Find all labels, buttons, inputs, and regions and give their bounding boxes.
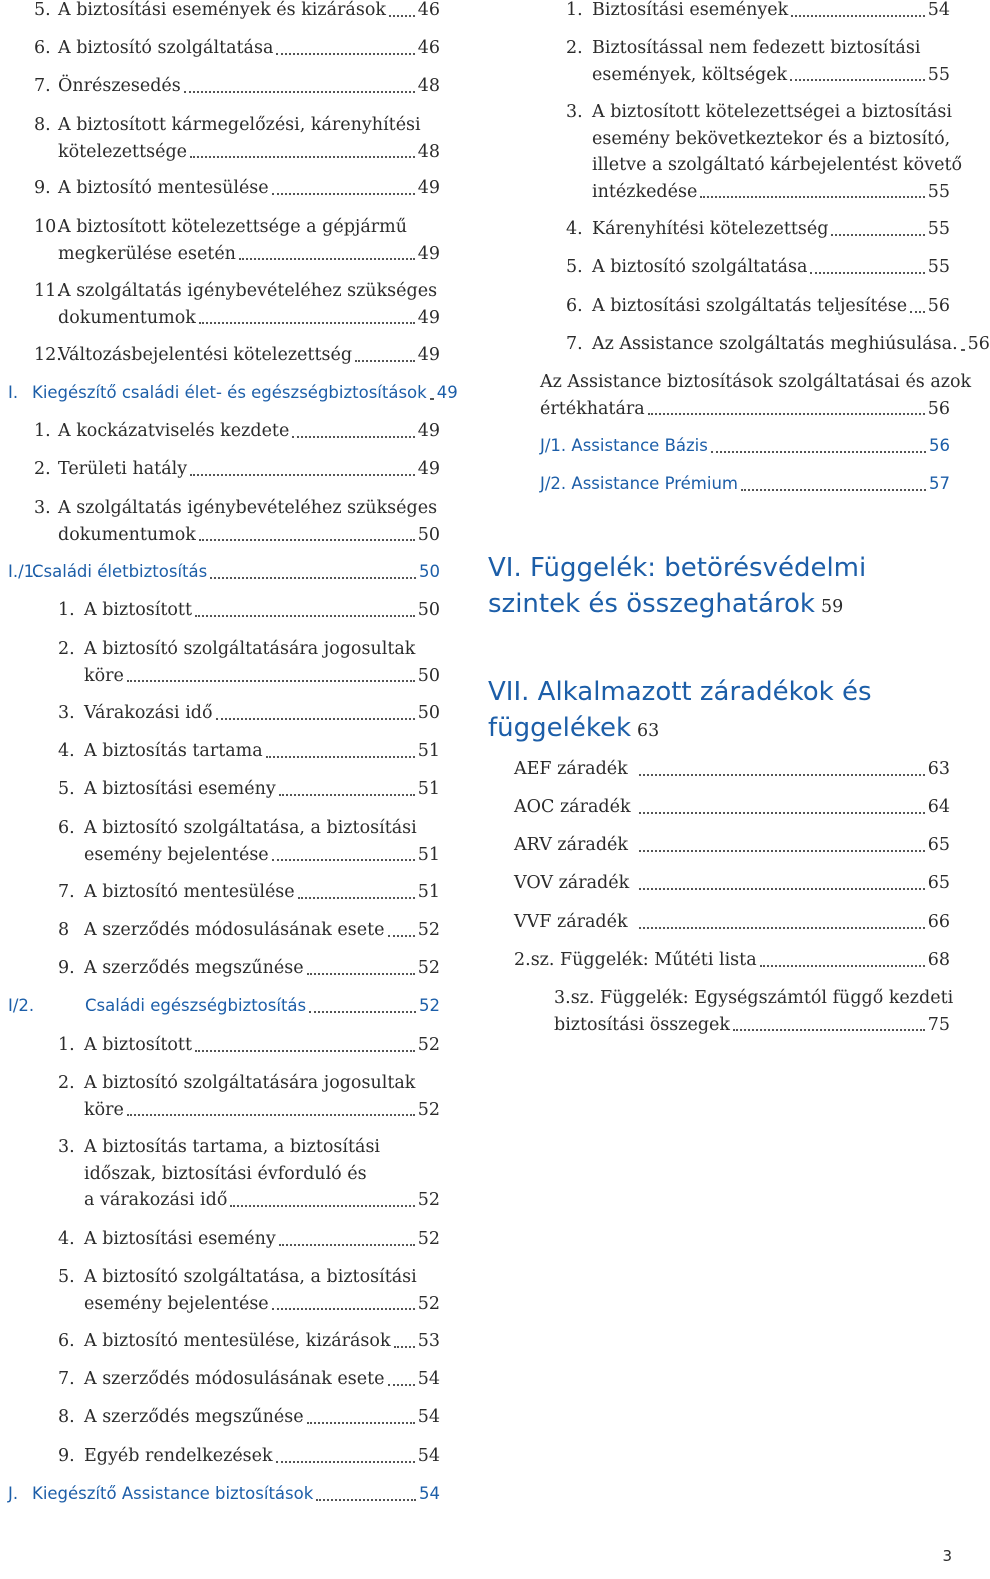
toc-entry-number: 2. (58, 1073, 75, 1093)
toc-page-number: 59 (820, 597, 844, 617)
toc-entry[interactable] (488, 369, 972, 422)
toc-entry[interactable] (0, 636, 440, 689)
toc-page-number: 56 (927, 398, 950, 419)
toc-entry-number: I. (8, 383, 19, 402)
toc-entry[interactable] (488, 550, 950, 625)
toc-entry-number: 6. (566, 296, 583, 316)
toc-entry[interactable] (488, 433, 950, 460)
toc-page-number: 51 (417, 844, 440, 865)
toc-entry-number: 1. (58, 600, 75, 620)
toc-entry-title: A biztosítási esemény (84, 1229, 276, 1249)
toc-page-number: 54 (417, 1407, 440, 1427)
toc-page-number: 50 (417, 665, 440, 686)
toc-page-number: 48 (417, 76, 440, 96)
dot-leader (389, 15, 415, 17)
toc-entry-number: 8. (34, 115, 51, 135)
toc-entry-title: A biztosító szolgáltatása (58, 38, 274, 58)
dot-leader (127, 1114, 415, 1116)
toc-entry-title: események, költségek (592, 64, 788, 85)
toc-entry-number: 4. (58, 1229, 75, 1249)
toc-entry-title: szintek és összeghatárok (488, 589, 815, 619)
dot-leader (711, 451, 926, 453)
toc-entry-number: 6. (58, 1331, 75, 1351)
toc-entry-title: AOC záradék (514, 797, 631, 817)
toc-entry[interactable] (0, 559, 440, 586)
toc-page-number: 63 (927, 759, 950, 779)
toc-entry-title: A biztosító szolgáltatása, a biztosítási (84, 818, 417, 838)
toc-entry-number: 5. (34, 0, 51, 20)
toc-entry[interactable] (0, 1481, 440, 1508)
dot-leader (298, 897, 415, 899)
toc-entry[interactable] (0, 418, 440, 445)
toc-entry[interactable] (0, 112, 440, 165)
toc-entry-number: 5. (58, 779, 75, 799)
toc-page-number: 52 (419, 996, 440, 1015)
toc-page-number: 68 (927, 950, 950, 970)
toc-entry[interactable] (0, 456, 440, 483)
toc-entry[interactable] (0, 1032, 440, 1059)
toc-page-number: 52 (417, 920, 440, 940)
toc-entry-title: A biztosított (84, 1035, 192, 1055)
toc-entry-number: 6. (34, 38, 51, 58)
dot-leader (195, 615, 415, 617)
toc-entry-number: 8 (58, 920, 70, 940)
toc-entry-number: 7. (566, 334, 583, 354)
dot-leader (210, 577, 416, 579)
toc-entry-number: 5. (566, 257, 583, 277)
toc-entry[interactable] (488, 756, 950, 783)
toc-entry-number: 11. (34, 281, 62, 301)
toc-entry[interactable] (0, 917, 440, 944)
toc-entry[interactable] (0, 1328, 440, 1355)
toc-entry-title: A szerződés módosulásának esete (84, 920, 385, 940)
dot-leader (239, 258, 415, 260)
toc-entry-number: 8. (58, 1407, 75, 1427)
toc-page-number: 50 (417, 524, 440, 545)
dot-leader (199, 539, 415, 541)
toc-page-number: 49 (417, 421, 440, 441)
toc-entry-title: Kiegészítő Assistance biztosítások (32, 1484, 314, 1503)
toc-entry-number: 2. (566, 38, 583, 58)
toc-page-number: 64 (927, 797, 950, 817)
toc-entry[interactable] (488, 331, 990, 358)
toc-entry[interactable] (0, 214, 440, 267)
toc-entry-number: 6. (58, 818, 75, 838)
toc-entry-title: VOV záradék (514, 873, 630, 893)
toc-entry-number: 2. (58, 639, 75, 659)
toc-page-number: 52 (417, 1035, 440, 1055)
toc-entry-title: függelékek (488, 713, 632, 743)
toc-entry-title: 2.sz. Függelék: Műtéti lista (514, 950, 757, 970)
toc-entry-title: A biztosított kötelezettségei a biztosítási (592, 102, 952, 122)
toc-entry-title: AEF záradék (514, 759, 628, 779)
toc-entry[interactable] (0, 380, 458, 407)
toc-entry-title: J/1. Assistance Bázis (540, 436, 708, 455)
toc-page-number: 54 (927, 0, 950, 20)
toc-entry-title: A biztosító szolgáltatása, a biztosítási (84, 1267, 417, 1287)
dot-leader (230, 1205, 414, 1207)
toc-entry[interactable] (0, 738, 440, 765)
toc-entry-title: dokumentumok (58, 524, 196, 545)
toc-entry-title: Területi hatály (58, 459, 188, 479)
dot-leader (307, 973, 415, 975)
toc-entry-title: A szolgáltatás igénybevételéhez szükséges (58, 281, 438, 301)
toc-entry-number: 3. (34, 498, 51, 518)
toc-entry-title: köre (84, 665, 124, 686)
toc-entry[interactable] (0, 700, 440, 727)
toc-entry[interactable] (0, 1226, 440, 1253)
toc-entry[interactable] (488, 947, 950, 974)
toc-page-number: 49 (417, 307, 440, 328)
toc-entry-title: A biztosított kötelezettsége a gépjármű (58, 217, 407, 237)
toc-entry-title: A biztosítási szolgáltatás teljesítése (592, 296, 908, 316)
toc-page-number: 55 (927, 181, 950, 202)
toc-entry[interactable] (0, 1264, 440, 1317)
toc-entry-title: időszak, biztosítási évforduló és (84, 1163, 367, 1184)
toc-entry-title: A biztosítás tartama, a biztosítási (84, 1137, 381, 1157)
dot-leader (316, 1499, 416, 1501)
toc-entry-title: A szolgáltatás igénybevételéhez szükséges (58, 498, 438, 518)
toc-entry[interactable] (0, 1134, 440, 1214)
toc-page-number: 52 (417, 1229, 440, 1249)
dot-leader (272, 859, 415, 861)
dot-leader (190, 156, 415, 158)
toc-entry[interactable] (488, 909, 950, 936)
toc-page-number: 46 (417, 0, 440, 20)
toc-entry-title: illetve a szolgáltató kárbejelentést követő (592, 155, 963, 175)
dot-leader (309, 1011, 416, 1013)
dot-leader (216, 718, 415, 720)
toc-entry-title: Várakozási idő (84, 703, 213, 723)
toc-page-number: 49 (417, 178, 440, 198)
toc-entry-title: intézkedése (592, 181, 698, 202)
toc-entry[interactable] (488, 985, 954, 1038)
toc-page-number: 49 (417, 345, 440, 365)
toc-entry-title: VI. Függelék: betörésvédelmi (488, 553, 867, 583)
toc-entry[interactable] (488, 293, 950, 320)
dot-leader (272, 1308, 415, 1310)
toc-entry[interactable] (0, 0, 440, 24)
toc-page-number: 50 (417, 600, 440, 620)
toc-entry-title: A biztosított kármegelőzési, kárenyhítési (58, 115, 421, 135)
dot-leader (190, 474, 415, 476)
toc-entry-title: Változásbejelentési kötelezettség (58, 345, 353, 365)
toc-entry-title: A biztosítási események és kizárások (58, 0, 386, 20)
toc-entry-title: A biztosító mentesülése (84, 882, 295, 902)
toc-page-number: 57 (929, 474, 950, 493)
toc-entry[interactable] (0, 1443, 440, 1470)
toc-entry-number: 9. (34, 178, 51, 198)
toc-page-number: 65 (927, 835, 950, 855)
dot-leader (760, 965, 925, 967)
toc-page-number: 54 (417, 1446, 440, 1466)
toc-entry[interactable] (0, 175, 440, 202)
dot-leader (127, 680, 415, 682)
toc-entry[interactable] (488, 471, 950, 498)
dot-leader (733, 1029, 925, 1031)
toc-entry[interactable] (488, 674, 950, 749)
toc-page-number: 55 (927, 64, 950, 85)
dot-leader (272, 193, 415, 195)
dot-leader (430, 398, 434, 400)
toc-entry[interactable] (488, 99, 963, 205)
toc-entry-title: Családi életbiztosítás (32, 562, 208, 581)
toc-page-number: 66 (927, 912, 950, 932)
toc-entry[interactable] (0, 278, 440, 331)
toc-entry-number: 9. (58, 958, 75, 978)
toc-entry-title: esemény bejelentése (84, 1293, 269, 1314)
toc-entry-number: 7. (34, 76, 51, 96)
toc-entry-title: köre (84, 1099, 124, 1120)
dot-leader (741, 489, 926, 491)
toc-entry[interactable] (488, 35, 950, 88)
dot-leader (292, 436, 414, 438)
toc-entry-title: 3.sz. Függelék: Egységszámtól függő kezdeti (554, 988, 954, 1008)
toc-page-number: 52 (417, 1099, 440, 1120)
dot-leader (276, 1461, 415, 1463)
toc-entry[interactable] (0, 597, 440, 624)
toc-entry-title: Biztosítási események (592, 0, 789, 20)
toc-entry-title: J/2. Assistance Prémium (540, 474, 738, 493)
toc-page-number: 55 (927, 257, 950, 277)
dot-leader (648, 413, 925, 415)
dot-leader (394, 1346, 415, 1348)
toc-entry-title: értékhatára (540, 398, 645, 419)
toc-entry[interactable] (488, 794, 950, 821)
toc-entry-title: Biztosítással nem fedezett biztosítási (592, 38, 921, 58)
toc-page-number: 49 (417, 243, 440, 264)
toc-page-number: 52 (417, 1293, 440, 1314)
toc-entry-title: VII. Alkalmazott záradékok és (488, 677, 872, 707)
toc-entry-number: 7. (58, 882, 75, 902)
toc-entry[interactable] (0, 1070, 440, 1123)
toc-page-number: 56 (967, 334, 990, 354)
toc-entry-title: dokumentumok (58, 307, 196, 328)
toc-page-number: 49 (436, 383, 458, 402)
toc-entry-title: biztosítási összegek (554, 1014, 731, 1035)
dot-leader (639, 850, 925, 852)
toc-page-number: 50 (419, 562, 440, 581)
toc-entry-number: 2. (34, 459, 51, 479)
toc-entry-title: Önrészesedés (58, 76, 181, 96)
toc-entry-title: esemény bejelentése (84, 844, 269, 865)
toc-entry[interactable] (0, 815, 440, 868)
toc-page-number: 52 (417, 958, 440, 978)
toc-entry[interactable] (488, 254, 950, 281)
toc-page-number: 52 (417, 1190, 440, 1210)
toc-entry-title: A biztosító mentesülése, kizárások (84, 1331, 391, 1351)
toc-entry[interactable] (0, 993, 440, 1020)
toc-page-number: 51 (417, 882, 440, 902)
toc-entry-number: 3. (58, 703, 75, 723)
dot-leader (810, 272, 924, 274)
toc-entry[interactable] (0, 73, 440, 100)
dot-leader (831, 234, 924, 236)
toc-page-number: 65 (927, 873, 950, 893)
dot-leader (184, 91, 415, 93)
toc-entry-title: A biztosító szolgáltatására jogosultak (84, 639, 416, 659)
page-number: 3 (942, 1547, 952, 1565)
toc-entry-number: 10. (34, 217, 62, 237)
dot-leader (639, 927, 925, 929)
toc-entry-number: I/2. (8, 996, 35, 1015)
toc-entry[interactable] (0, 1404, 440, 1431)
toc-page-number: 56 (929, 436, 950, 455)
dot-leader (639, 888, 925, 890)
toc-entry-title: A szerződés megszűnése (84, 1407, 304, 1427)
toc-entry-title: Kiegészítő családi élet- és egészségbiztosítások (32, 383, 427, 402)
toc-entry[interactable] (488, 870, 950, 897)
dot-leader (790, 79, 925, 81)
toc-entry-title: A szerződés módosulásának esete (84, 1369, 385, 1389)
toc-entry-number: 1. (58, 1035, 75, 1055)
toc-entry-title: A biztosított (84, 600, 192, 620)
toc-entry-title: A kockázatviselés kezdete (58, 421, 290, 441)
toc-entry[interactable] (0, 342, 440, 369)
toc-entry-title: Egyéb rendelkezések (84, 1446, 273, 1466)
toc-entry-number: 3. (58, 1137, 75, 1157)
toc-page-number: 54 (419, 1484, 440, 1503)
toc-entry-number: 7. (58, 1369, 75, 1389)
toc-entry-title: a várakozási idő (84, 1190, 228, 1210)
toc-entry-number: 4. (566, 219, 583, 239)
toc-page-number: 48 (417, 141, 440, 162)
toc-page-number: 56 (927, 296, 950, 316)
toc-page-number: 51 (417, 779, 440, 799)
toc-entry-number: 9. (58, 1446, 75, 1466)
toc-entry[interactable] (0, 35, 440, 62)
toc-entry-number: 4. (58, 741, 75, 761)
dot-leader (639, 812, 925, 814)
dot-leader (961, 349, 965, 351)
toc-entry-number: 5. (58, 1267, 75, 1287)
toc-entry-number: I./1. (8, 562, 40, 581)
dot-leader (279, 1244, 415, 1246)
toc-entry[interactable] (0, 955, 440, 982)
toc-page-number: 49 (417, 459, 440, 479)
toc-entry-title: Családi egészségbiztosítás (85, 996, 307, 1015)
dot-leader (195, 1050, 415, 1052)
toc-page-number: 55 (927, 219, 950, 239)
toc-entry-title: ARV záradék (514, 835, 629, 855)
toc-entry-number: 1. (34, 421, 51, 441)
toc-entry-title: A biztosító szolgáltatására jogosultak (84, 1073, 416, 1093)
toc-page-number: 63 (637, 721, 660, 741)
toc-entry-title: A szerződés megszűnése (84, 958, 304, 978)
toc-entry-title: kötelezettsége (58, 141, 188, 162)
toc-entry-title: VVF záradék (514, 912, 628, 932)
toc-entry-title: A biztosító szolgáltatása (592, 257, 808, 277)
toc-entry-title: megkerülése esetén (58, 243, 236, 264)
toc-entry[interactable] (488, 216, 950, 243)
toc-entry-title: A biztosítási esemény (84, 779, 276, 799)
dot-leader (355, 360, 415, 362)
toc-entry[interactable] (488, 0, 950, 24)
toc-entry[interactable] (0, 495, 440, 548)
dot-leader (388, 935, 415, 937)
dot-leader (700, 196, 924, 198)
dot-leader (266, 756, 415, 758)
dot-leader (307, 1422, 415, 1424)
toc-page-number: 54 (417, 1369, 440, 1389)
dot-leader (910, 311, 925, 313)
toc-page-number: 46 (417, 38, 440, 58)
toc-entry[interactable] (0, 879, 440, 906)
toc-entry[interactable] (488, 832, 950, 859)
toc-entry-title: Az Assistance biztosítások szolgáltatásai és azok (540, 372, 972, 392)
dot-leader (199, 322, 415, 324)
dot-leader (639, 774, 925, 776)
toc-entry-number: 1. (566, 0, 583, 20)
dot-leader (276, 53, 414, 55)
toc-entry-title: esemény bekövetkeztekor és a biztosító, (592, 128, 951, 149)
toc-page-number: 53 (417, 1331, 440, 1351)
toc-page-number: 75 (927, 1014, 950, 1035)
toc-entry-title: A biztosítás tartama (84, 741, 263, 761)
dot-leader (791, 15, 925, 17)
dot-leader (279, 794, 415, 796)
toc-entry-number: J. (8, 1484, 19, 1503)
toc-entry[interactable] (0, 1366, 440, 1393)
toc-entry-number: 12. (34, 345, 62, 365)
toc-entry-title: Az Assistance szolgáltatás meghiúsulása. (592, 334, 958, 354)
toc-page-number: 51 (417, 741, 440, 761)
dot-leader (388, 1384, 415, 1386)
toc-entry-title: A biztosító mentesülése (58, 178, 269, 198)
toc-page-number: 50 (417, 703, 440, 723)
toc-entry-number: 3. (566, 102, 583, 122)
toc-entry-title: Kárenyhítési kötelezettség (592, 219, 829, 239)
toc-entry[interactable] (0, 776, 440, 803)
